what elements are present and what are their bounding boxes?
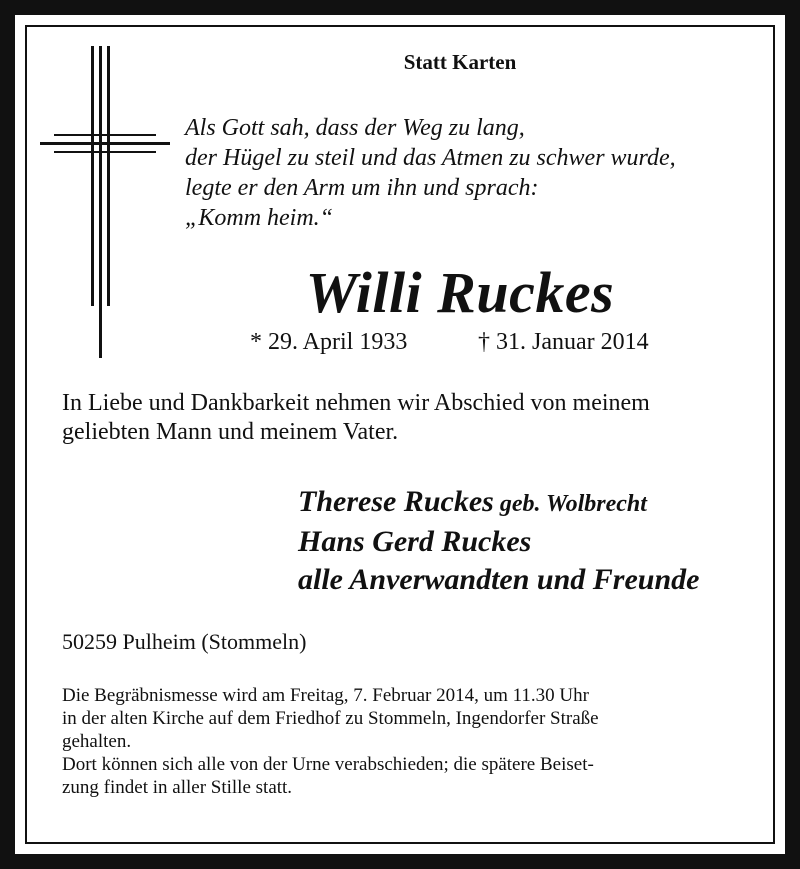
funeral-notice [62, 684, 599, 799]
poem-line: der Hügel zu steil und das Atmen zu schwer wurde, [185, 145, 676, 171]
farewell-line: geliebten Mann und meinem Vater. [62, 419, 399, 445]
mourner-suffix: geb. Wolbrecht [493, 491, 647, 517]
mourners-list [298, 483, 699, 599]
poem-line: legte er den Arm um ihn und sprach: [185, 175, 539, 201]
notice-line: Dort können sich alle von der Urne verabschieden; die spätere Beiset- [62, 754, 594, 775]
location: 50259 Pulheim (Stommeln) [62, 629, 307, 654]
cross-horizontal-line-middle [40, 142, 170, 145]
mourner-name: Hans Gerd Ruckes [298, 525, 532, 558]
mourner-line [298, 561, 699, 599]
poem-line: Als Gott sah, dass der Weg zu lang, [185, 115, 525, 141]
death-date: † 31. Januar 2014 [478, 329, 649, 355]
deceased-name: Willi Ruckes [305, 260, 615, 325]
notice-line: gehalten. [62, 731, 132, 752]
mourner-name: alle Anverwandten und Freunde [298, 563, 700, 596]
mourner-name: Therese Ruckes [298, 485, 494, 518]
notice-line: zung findet in aller Stille statt. [62, 777, 293, 798]
farewell-text [62, 389, 650, 447]
mourner-line [298, 523, 699, 561]
heading-statt-karten: Statt Karten [403, 50, 517, 74]
cross-horizontal-line-bottom [54, 151, 156, 153]
cross-horizontal-line-top [54, 134, 156, 136]
farewell-line: In Liebe und Dankbarkeit nehmen wir Abschied von meinem [62, 390, 650, 416]
notice-line: Die Begräbnismesse wird am Freitag, 7. Februar 2014, um 11.30 Uhr [62, 685, 589, 706]
poem-line: „Komm heim.“ [185, 205, 334, 231]
notice-line: in der alten Kirche auf dem Friedhof zu Stommeln, Ingendorfer Straße [62, 708, 599, 729]
birth-date: * 29. April 1933 [250, 329, 408, 355]
poem [185, 113, 676, 233]
mourner-line [298, 483, 699, 523]
